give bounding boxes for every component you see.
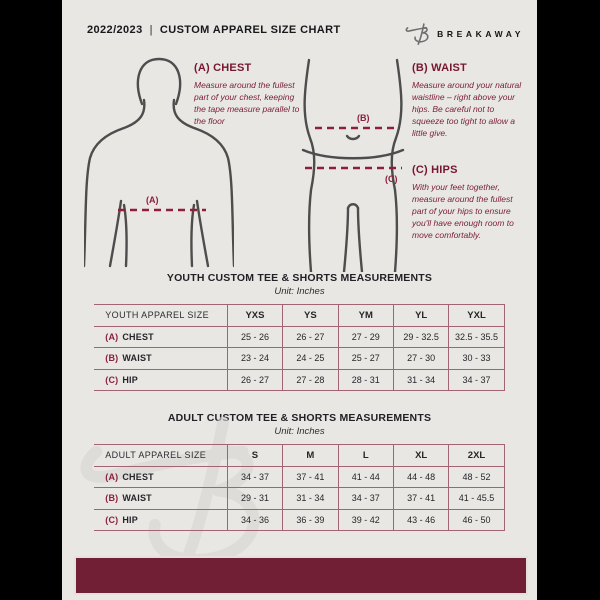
table-cell: 41 - 44 [338,466,393,488]
column-header: 2XL [449,445,504,467]
chest-description: Measure around the fullest part of your chest, keeping the tape measure parallel to the floor [194,80,300,126]
table-header-row [94,305,504,327]
row-label: (A) CHEST [94,466,227,488]
breakaway-b-logo-icon [404,21,430,46]
table-row [94,369,504,391]
table-cell: 27 - 29 [338,326,393,348]
adult-size-table [94,444,504,531]
table-cell: 44 - 48 [393,466,448,488]
hips-line-label: (C) [385,174,398,184]
table-cell: 26 - 27 [283,326,338,348]
column-header: YOUTH APPAREL SIZE [94,305,227,327]
row-label: (C) HIP [94,369,227,391]
table-row [94,509,504,531]
row-label: (B) WAIST [94,488,227,510]
table-cell: 23 - 24 [227,348,282,370]
table-cell: 34 - 37 [227,466,282,488]
table-cell: 34 - 37 [449,369,504,391]
chart-title: CUSTOM APPAREL SIZE CHART [159,24,341,36]
table-cell: 29 - 31 [227,488,282,510]
column-header: YS [283,305,338,327]
waist-measurement-note [412,62,526,139]
page-title [87,24,341,36]
column-header: L [338,445,393,467]
table-cell: 34 - 36 [227,509,282,531]
row-label: (B) WAIST [94,348,227,370]
youth-table-title: YOUTH CUSTOM TEE & SHORTS MEASUREMENTS [166,272,433,284]
table-cell: 25 - 27 [338,348,393,370]
table-cell: 36 - 39 [283,509,338,531]
column-header: YM [338,305,393,327]
hips-description: With your feet together, measure around the fullest part of your hips to ensure you'll have enough room to move comfortably. [412,182,514,240]
table-row [94,488,504,510]
table-cell: 48 - 52 [449,466,504,488]
adult-table-unit: Unit: Inches [274,426,325,437]
table-row [94,348,504,370]
column-header: YXS [227,305,282,327]
hips-heading: (C) HIPS [412,164,458,176]
hips-measurement-note [412,164,526,241]
page-header [62,20,537,44]
lower-body-diagram [297,58,409,272]
youth-section [62,272,537,391]
table-header-row [94,445,504,467]
size-chart-page [62,0,537,600]
table-cell: 27 - 30 [393,348,448,370]
table-cell: 37 - 41 [393,488,448,510]
table-cell: 31 - 34 [393,369,448,391]
row-label: (C) HIP [94,509,227,531]
column-header: YL [393,305,448,327]
waist-heading: (B) WAIST [412,62,467,74]
table-cell: 26 - 27 [227,369,282,391]
table-row [94,326,504,348]
season-label: 2022/2023 [87,24,143,36]
column-header: M [283,445,338,467]
table-row [94,466,504,488]
table-cell: 32.5 - 35.5 [449,326,504,348]
table-cell: 29 - 32.5 [393,326,448,348]
footer-bar [74,556,528,595]
column-header: XL [393,445,448,467]
table-cell: 28 - 31 [338,369,393,391]
left-letterbox [0,0,62,600]
youth-size-table [94,304,504,391]
youth-table-unit: Unit: Inches [274,286,325,297]
table-cell: 41 - 45.5 [449,488,504,510]
brand-lockup [404,21,524,46]
adult-section [62,412,537,531]
table-cell: 25 - 26 [227,326,282,348]
column-header: YXL [449,305,504,327]
table-cell: 43 - 46 [393,509,448,531]
table-cell: 24 - 25 [283,348,338,370]
column-header: ADULT APPAREL SIZE [94,445,227,467]
chest-line-label: (A) [146,195,159,205]
table-cell: 27 - 28 [283,369,338,391]
title-separator: | [149,24,153,36]
adult-table-title: ADULT CUSTOM TEE & SHORTS MEASUREMENTS [167,412,432,424]
chest-heading: (A) CHEST [194,62,252,74]
table-cell: 46 - 50 [449,509,504,531]
chest-measurement-note [194,62,308,128]
column-header: S [227,445,282,467]
table-cell: 37 - 41 [283,466,338,488]
row-label: (A) CHEST [94,326,227,348]
table-cell: 39 - 42 [338,509,393,531]
table-cell: 34 - 37 [338,488,393,510]
brand-name: BREAKAWAY [437,28,524,39]
waist-description: Measure around your natural waistline – right above your hips. Be careful not to squeeze too tight to allow a little give. [412,80,522,138]
waist-line-label: (B) [357,113,370,123]
table-cell: 30 - 33 [449,348,504,370]
right-letterbox [537,0,600,600]
table-cell: 31 - 34 [283,488,338,510]
